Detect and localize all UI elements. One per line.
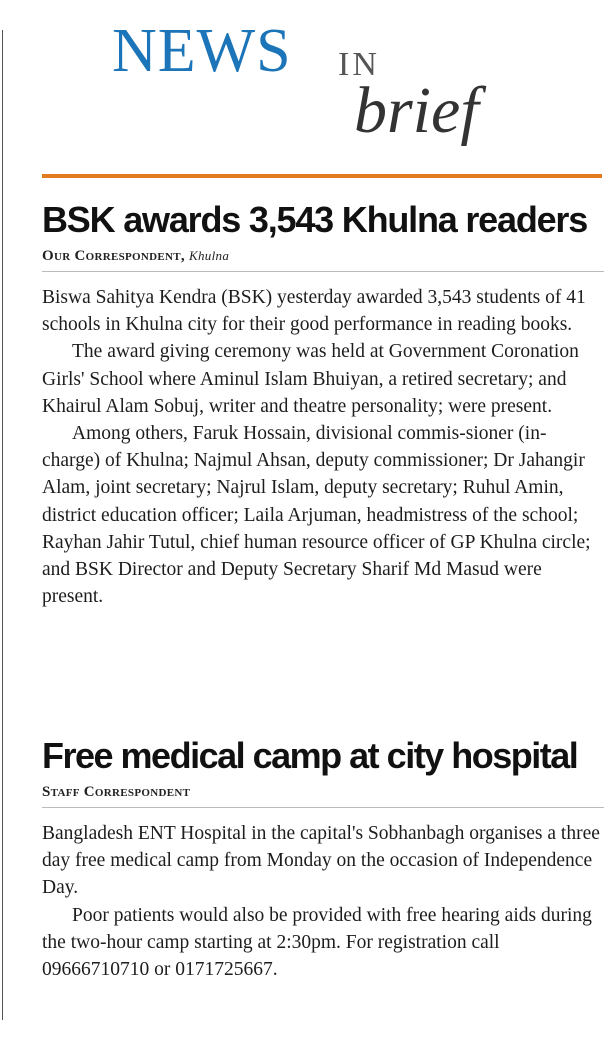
masthead-brief: brief <box>354 74 479 147</box>
article-headline: Free medical camp at city hospital <box>42 735 578 776</box>
article-paragraph: Poor patients would also be provided with free hearing aids during the two-hour camp starting at 2:30pm. For registration call 09666710710 or 0171725667. <box>42 904 592 981</box>
article-byline <box>42 248 604 272</box>
article-body <box>42 820 604 983</box>
article-byline <box>42 784 604 808</box>
article-paragraph: Biswa Sahitya Kendra (BSK) yesterday awarded 3,543 students of 41 schools in Khulna city for their good performance in reading books. <box>42 287 586 336</box>
news-in-brief-masthead <box>0 0 610 180</box>
article-paragraph: The award giving ceremony was held at Government Coronation Girls' School where Aminul Islam Bhuiyan, a retired secretary; and Khairul Alam Sobuj, writer and theatre personality; were present. <box>42 341 579 417</box>
masthead-rule <box>42 174 602 178</box>
byline-author: Staff Correspondent <box>42 784 191 800</box>
masthead-news: NEWS <box>112 17 292 85</box>
article-headline: BSK awards 3,543 Khulna readers <box>42 199 588 240</box>
byline-author: Our Correspondent, <box>42 248 185 264</box>
article-body <box>42 284 604 610</box>
byline-place: Khulna <box>189 248 230 263</box>
masthead-in: IN <box>338 46 380 83</box>
article-medical-camp <box>42 736 604 983</box>
article-paragraph: Bangladesh ENT Hospital in the capital's Sobhanbagh organises a three day free medical camp from Monday on the occasion of Independence Day. <box>42 823 600 899</box>
article-paragraph: Among others, Faruk Hossain, divisional commis-sioner (in-charge) of Khulna; Najmul Ahsan, deputy commissioner; Dr Jahangir Alam, joint secretary; Najrul Islam, deputy secretary; Ruhul Amin, district education officer; Laila Arjuman, headmistress of the school; Rayhan Jahir Tutul, chief human resource officer of GP Khulna circle; and BSK Director and Deputy Secretary Sharif Md Masud were present. <box>42 423 591 608</box>
article-bsk-awards <box>42 200 604 610</box>
